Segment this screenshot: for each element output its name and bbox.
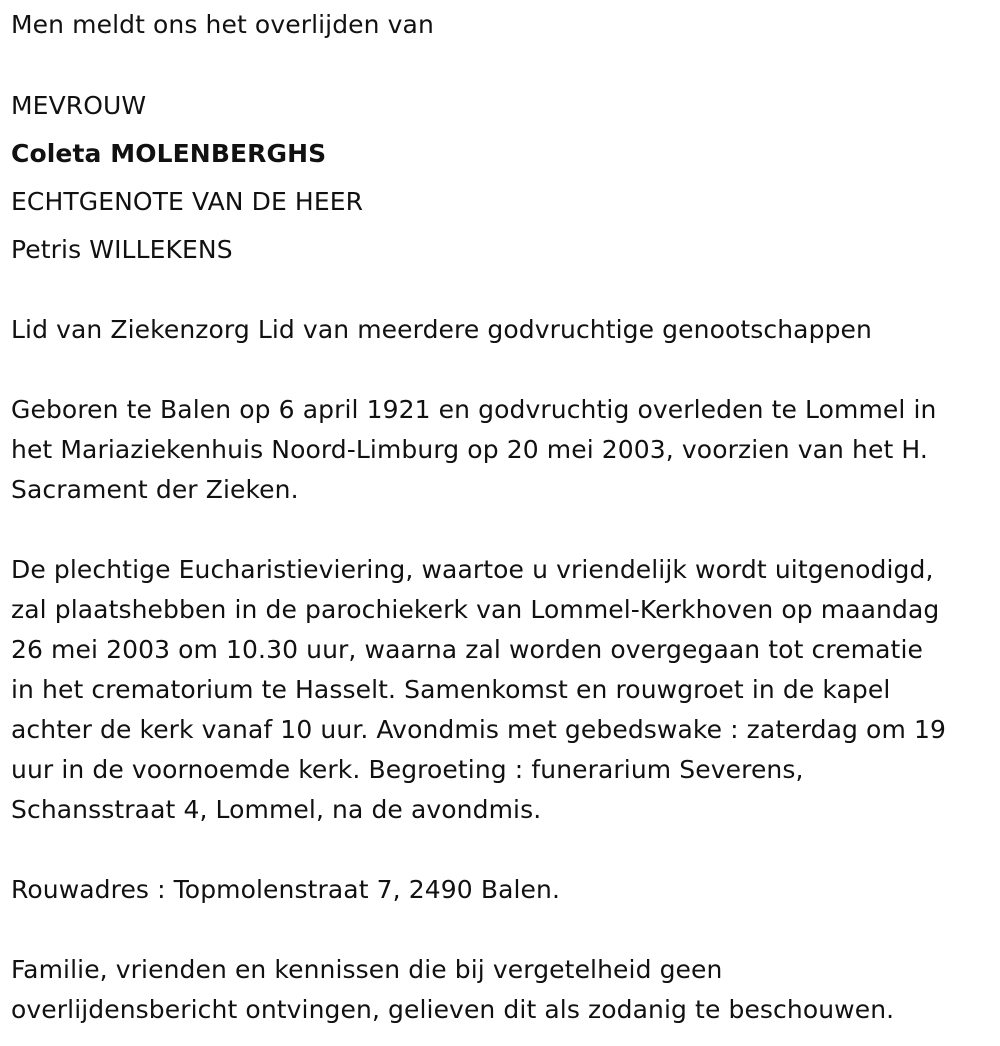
ceremony-line: 26 mei 2003 om 10.30 uur, waarna zal worden overgegaan tot crematie — [11, 635, 923, 664]
birth-death-line: Sacrament der Zieken. — [11, 475, 299, 504]
birth-death-line: het Mariaziekenhuis Noord-Limburg op 20 mei 2003, voorzien van het H. — [11, 435, 928, 464]
intro-text: Men meldt ons het overlijden van — [11, 10, 434, 39]
honorific-title: MEVROUW — [11, 91, 147, 120]
mourning-address: Rouwadres : Topmolenstraat 7, 2490 Balen. — [11, 875, 561, 904]
closing-line: overlijdensbericht ontvingen, gelieven dit als zodanig te beschouwen. — [11, 995, 895, 1024]
ceremony-line: De plechtige Eucharistieviering, waartoe u vriendelijk wordt uitgenodigd, — [11, 555, 934, 584]
relation-text: ECHTGENOTE VAN DE HEER — [11, 187, 364, 216]
ceremony-line: zal plaatshebben in de parochiekerk van Lommel-Kerkhoven op maandag — [11, 595, 940, 624]
closing-paragraph — [11, 950, 996, 1030]
birth-death-line: Geboren te Balen op 6 april 1921 en godvruchtig overleden te Lommel in — [11, 395, 937, 424]
closing-line: Familie, vrienden en kennissen die bij vergetelheid geen — [11, 955, 723, 984]
ceremony-line: Schansstraat 4, Lommel, na de avondmis. — [11, 795, 542, 824]
memberships-text: Lid van Ziekenzorg Lid van meerdere godvruchtige genootschappen — [11, 315, 872, 344]
deceased-name: Coleta MOLENBERGHS — [11, 139, 327, 168]
ceremony-paragraph — [11, 550, 996, 830]
birth-death-paragraph — [11, 390, 996, 510]
spouse-name: Petris WILLEKENS — [11, 235, 233, 264]
ceremony-line: uur in de voornoemde kerk. Begroeting : funerarium Severens, — [11, 755, 804, 784]
ceremony-line: in het crematorium te Hasselt. Samenkomst en rouwgroet in de kapel — [11, 675, 891, 704]
ceremony-line: achter de kerk vanaf 10 uur. Avondmis met gebedswake : zaterdag om 19 — [11, 715, 946, 744]
